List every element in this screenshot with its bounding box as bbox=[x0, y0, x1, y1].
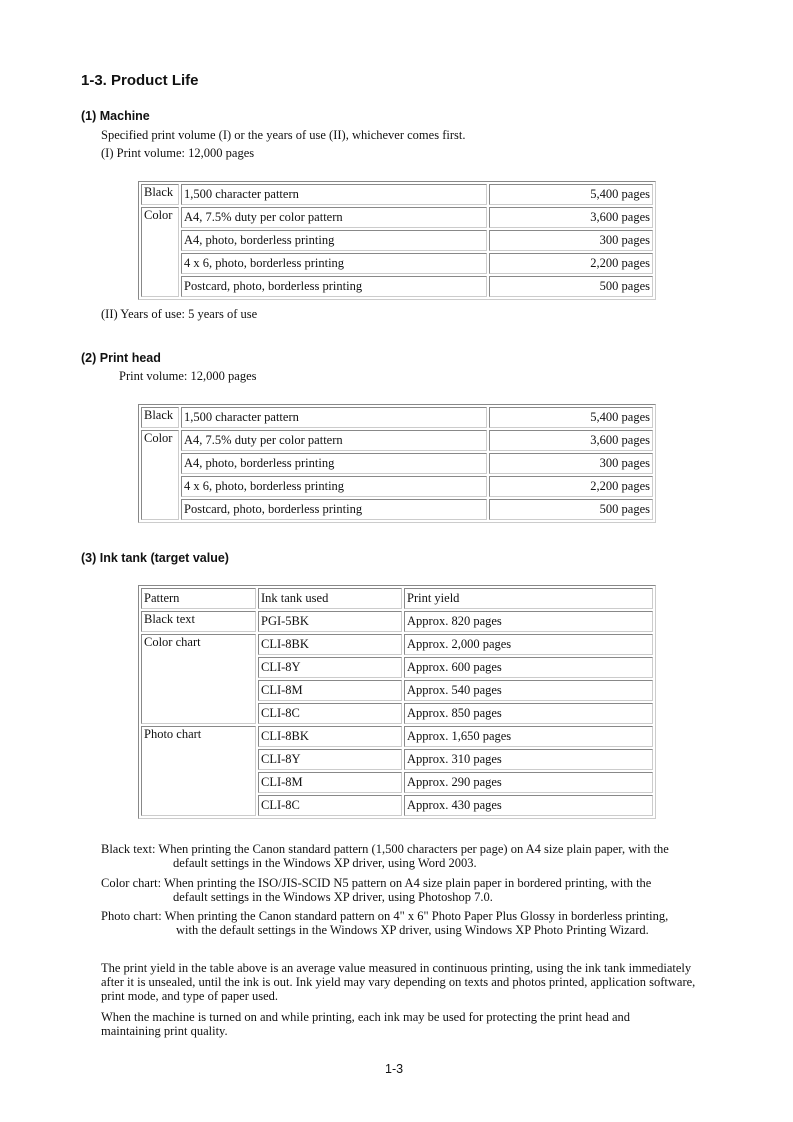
printhead-volume: Print volume: 12,000 pages bbox=[119, 369, 257, 383]
value-cell: 500 pages bbox=[489, 499, 653, 520]
desc-cell: 1,500 character pattern bbox=[181, 407, 487, 428]
page-title: 1-3. Product Life bbox=[81, 72, 199, 89]
tank-cell: PGI-5BK bbox=[258, 611, 402, 632]
value-cell: 5,400 pages bbox=[489, 407, 653, 428]
desc-cell: A4, photo, borderless printing bbox=[181, 453, 487, 474]
value-cell: 2,200 pages bbox=[489, 476, 653, 497]
tank-cell: CLI-8Y bbox=[258, 657, 402, 678]
machine-life-table bbox=[138, 181, 656, 300]
desc-cell: A4, 7.5% duty per color pattern bbox=[181, 430, 487, 451]
table-row bbox=[141, 253, 653, 274]
desc-cell: 4 x 6, photo, borderless printing bbox=[181, 476, 487, 497]
note-photo-chart bbox=[101, 909, 721, 937]
ink-heading: (3) Ink tank (target value) bbox=[81, 551, 229, 565]
value-cell: 5,400 pages bbox=[489, 184, 653, 205]
desc-cell: A4, 7.5% duty per color pattern bbox=[181, 207, 487, 228]
printhead-life-table bbox=[138, 404, 656, 523]
machine-heading: (1) Machine bbox=[81, 109, 150, 123]
table-row bbox=[141, 499, 653, 520]
table-row bbox=[141, 276, 653, 297]
note-black-text bbox=[101, 842, 721, 870]
tank-cell: CLI-8BK bbox=[258, 634, 402, 655]
note-line: Photo chart: When printing the Canon standard pattern on 4" x 6" Photo Paper Plus Glossy in borderless printing, bbox=[101, 909, 669, 923]
paragraph-yield: The print yield in the table above is an average value measured in continuous printing, using the ink tank immediately after it is unsealed, until the ink is out. Ink yield may vary depending on texts and photos printed, application software, print mode, and type of paper used. bbox=[101, 961, 696, 1003]
value-cell: 2,200 pages bbox=[489, 253, 653, 274]
yield-cell: Approx. 430 pages bbox=[404, 795, 653, 816]
table-row bbox=[141, 207, 653, 228]
yield-cell: Approx. 1,650 pages bbox=[404, 726, 653, 747]
tank-cell: CLI-8BK bbox=[258, 726, 402, 747]
table-row bbox=[141, 611, 653, 632]
header-row bbox=[141, 588, 653, 609]
tank-cell: CLI-8Y bbox=[258, 749, 402, 770]
yield-cell: Approx. 820 pages bbox=[404, 611, 653, 632]
pattern-cell: Photo chart bbox=[141, 726, 256, 816]
tank-cell: CLI-8C bbox=[258, 703, 402, 724]
table-row bbox=[141, 634, 653, 655]
printhead-heading: (2) Print head bbox=[81, 351, 161, 365]
table-row bbox=[141, 430, 653, 451]
tank-cell: CLI-8M bbox=[258, 680, 402, 701]
table-row bbox=[141, 230, 653, 251]
pattern-cell: Color chart bbox=[141, 634, 256, 724]
desc-cell: 1,500 character pattern bbox=[181, 184, 487, 205]
yield-cell: Approx. 2,000 pages bbox=[404, 634, 653, 655]
table-row bbox=[141, 476, 653, 497]
value-cell: 500 pages bbox=[489, 276, 653, 297]
note-line: with the default settings in the Windows XP driver, using Windows XP Photo Printing Wizard. bbox=[176, 923, 649, 937]
ink-yield-table bbox=[138, 585, 656, 819]
machine-intro: Specified print volume (I) or the years of use (II), whichever comes first. bbox=[101, 128, 466, 142]
tank-cell: CLI-8C bbox=[258, 795, 402, 816]
paragraph-maintenance: When the machine is turned on and while printing, each ink may be used for protecting the print head and maintaining print quality. bbox=[101, 1010, 631, 1038]
machine-volume: (I) Print volume: 12,000 pages bbox=[101, 146, 255, 160]
column-header: Ink tank used bbox=[258, 588, 402, 609]
page-number: 1-3 bbox=[385, 1062, 404, 1076]
note-line: default settings in the Windows XP driver, using Photoshop 7.0. bbox=[173, 890, 493, 904]
yield-cell: Approx. 850 pages bbox=[404, 703, 653, 724]
column-header: Print yield bbox=[404, 588, 653, 609]
yield-cell: Approx. 290 pages bbox=[404, 772, 653, 793]
desc-cell: Postcard, photo, borderless printing bbox=[181, 276, 487, 297]
value-cell: 300 pages bbox=[489, 230, 653, 251]
yield-cell: Approx. 540 pages bbox=[404, 680, 653, 701]
table-row bbox=[141, 407, 653, 428]
machine-years: (II) Years of use: 5 years of use bbox=[101, 307, 258, 321]
table-row bbox=[141, 453, 653, 474]
value-cell: 300 pages bbox=[489, 453, 653, 474]
table-row bbox=[141, 726, 653, 747]
value-cell: 3,600 pages bbox=[489, 430, 653, 451]
note-color-chart bbox=[101, 876, 721, 904]
desc-cell: Postcard, photo, borderless printing bbox=[181, 499, 487, 520]
group-cell: Black bbox=[141, 184, 179, 205]
note-line: Black text: When printing the Canon standard pattern (1,500 characters per page) on A4 size plain paper, with the bbox=[101, 842, 669, 856]
column-header: Pattern bbox=[141, 588, 256, 609]
note-line: Color chart: When printing the ISO/JIS-SCID N5 pattern on A4 size plain paper in bordered printing, with the bbox=[101, 876, 652, 890]
group-cell: Color bbox=[141, 430, 179, 520]
group-cell: Black bbox=[141, 407, 179, 428]
value-cell: 3,600 pages bbox=[489, 207, 653, 228]
yield-cell: Approx. 310 pages bbox=[404, 749, 653, 770]
desc-cell: 4 x 6, photo, borderless printing bbox=[181, 253, 487, 274]
table-row bbox=[141, 184, 653, 205]
note-line: default settings in the Windows XP driver, using Word 2003. bbox=[173, 856, 477, 870]
tank-cell: CLI-8M bbox=[258, 772, 402, 793]
group-cell: Color bbox=[141, 207, 179, 297]
desc-cell: A4, photo, borderless printing bbox=[181, 230, 487, 251]
yield-cell: Approx. 600 pages bbox=[404, 657, 653, 678]
pattern-cell: Black text bbox=[141, 611, 256, 632]
